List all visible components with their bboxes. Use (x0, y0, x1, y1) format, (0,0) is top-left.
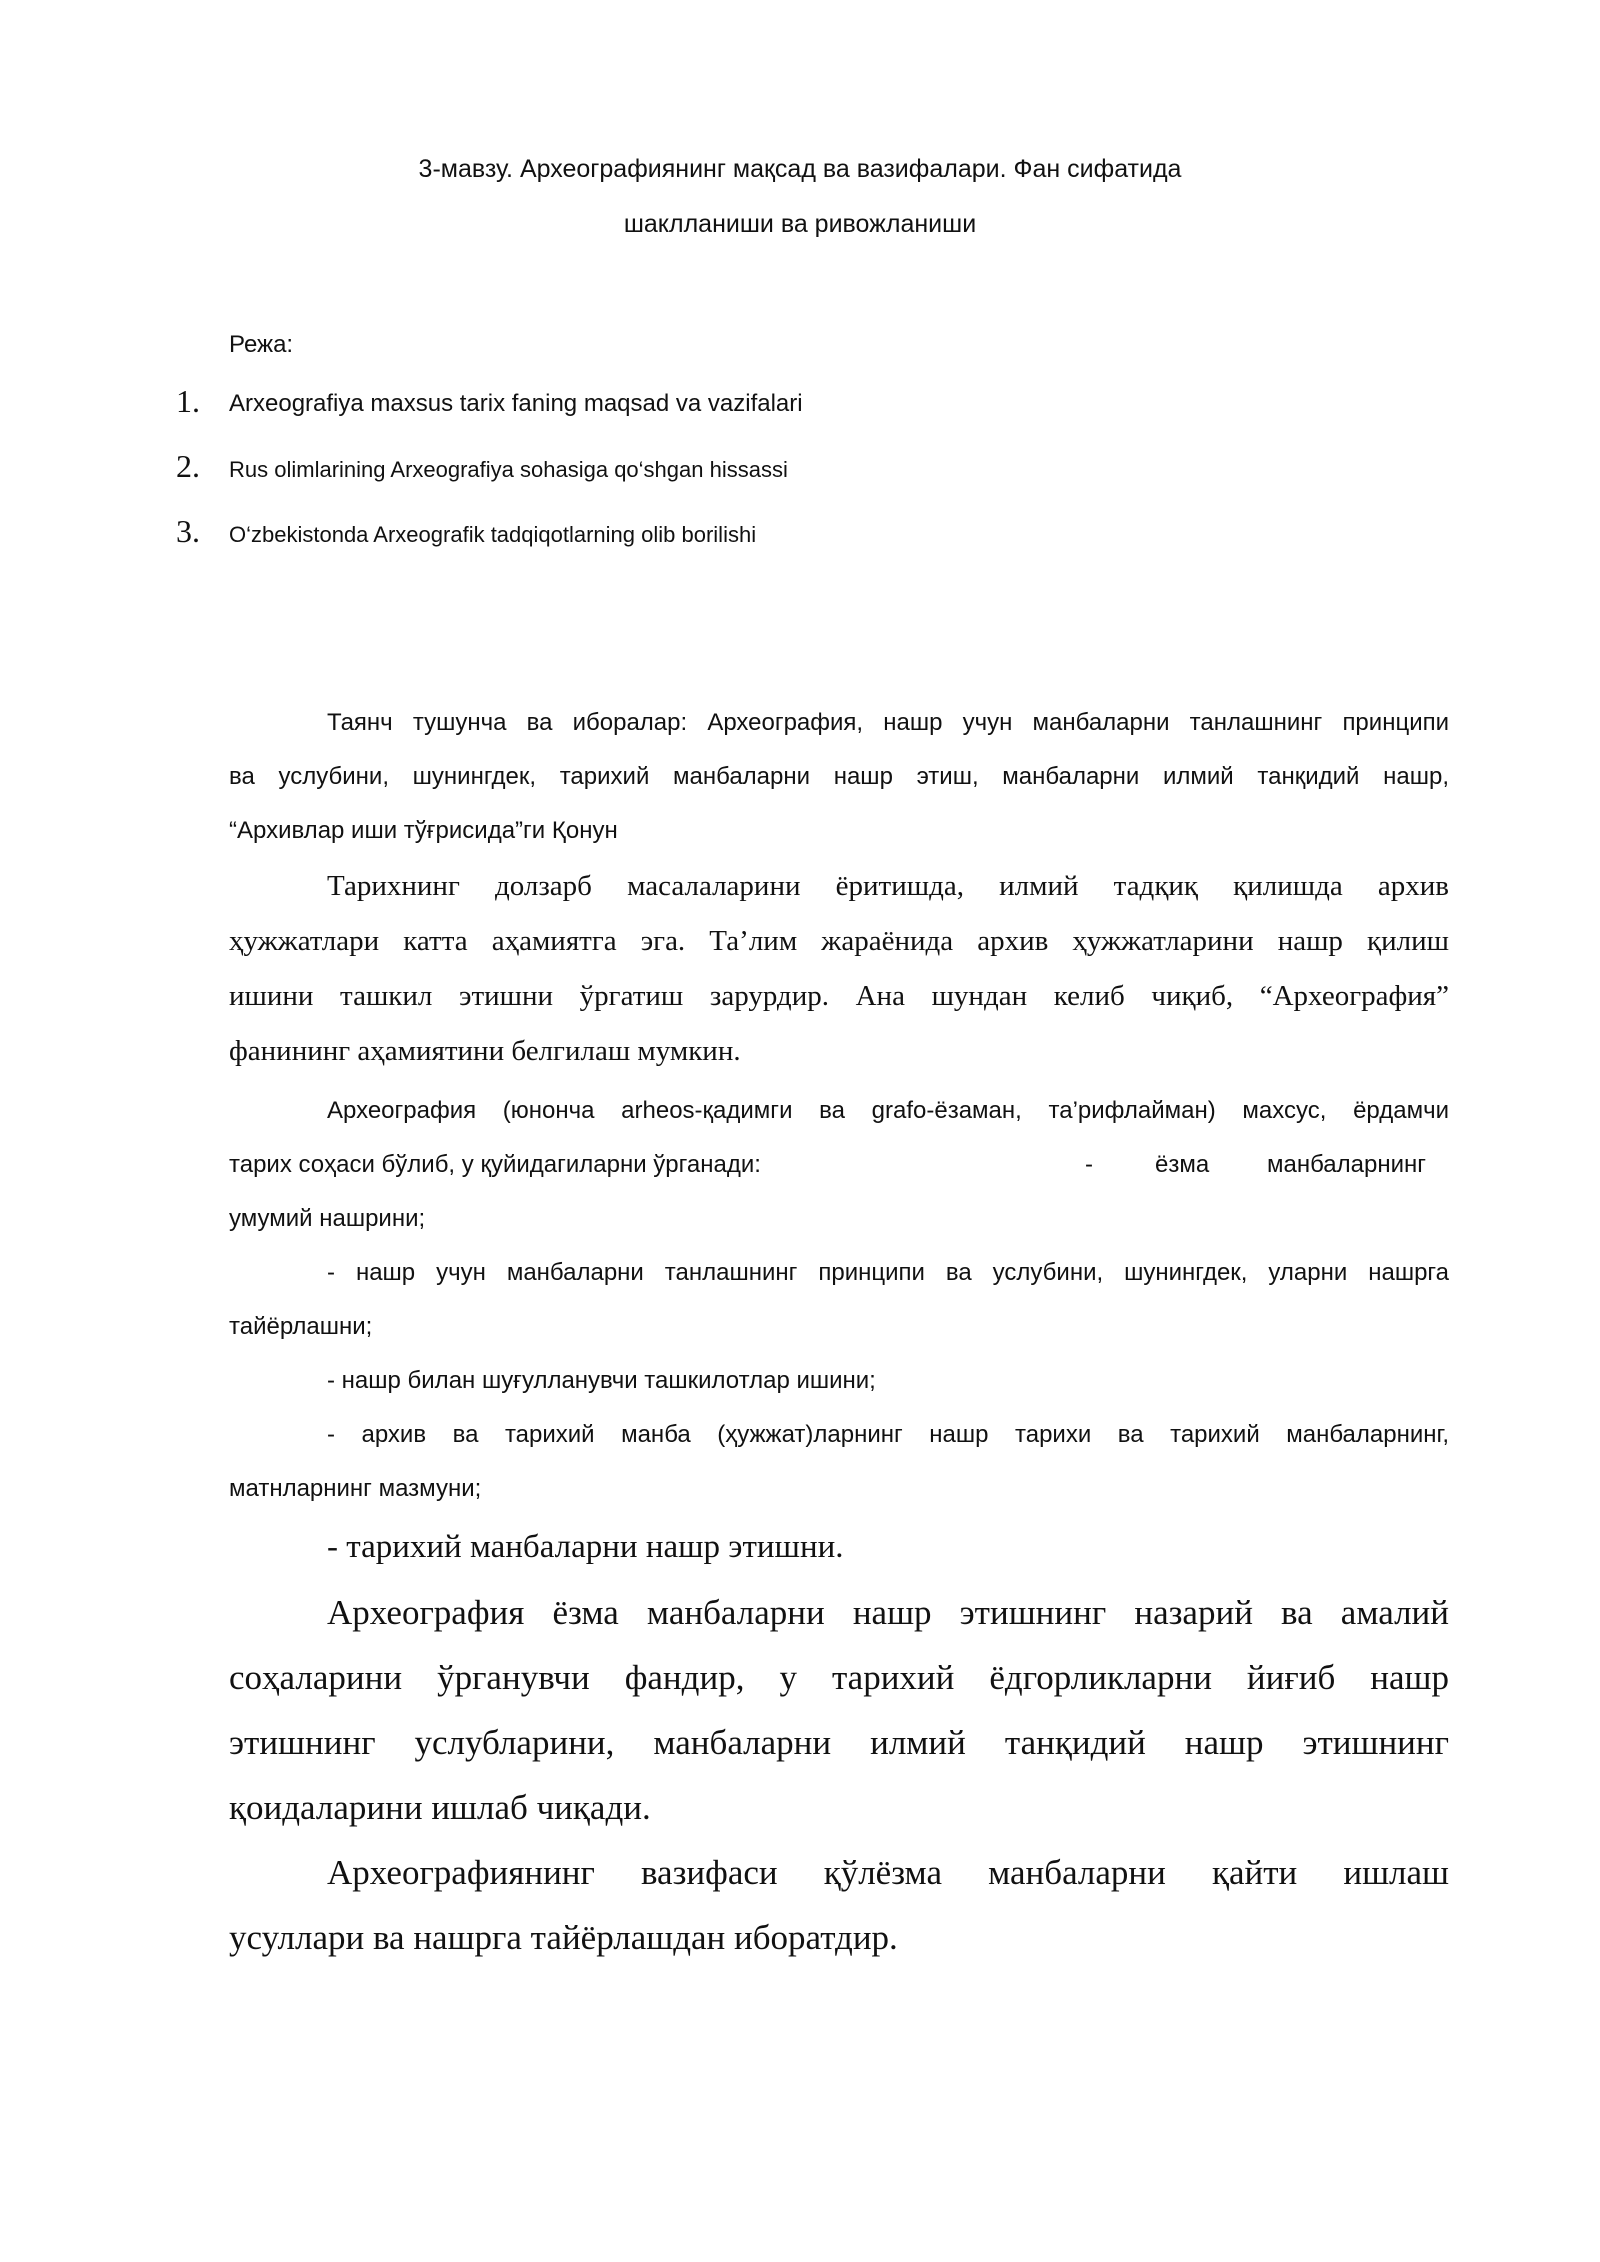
paragraph-word: манбаларнинг (1267, 1151, 1427, 1178)
paragraph-word: ёзма (1155, 1151, 1210, 1178)
bullet-item-line: - архив ва тарихий манба (ҳужжат)ларнинг нашр тарихи ва тарихий манбаларнинг, (327, 1421, 1449, 1448)
plan-item-number: 1. (176, 383, 200, 419)
paragraph-line: фанининг аҳамиятини белгилаш мумкин. (229, 1035, 741, 1067)
plan-item-text: Arxeografiya maxsus tarix faning maqsad va vazifalari (229, 390, 803, 417)
paragraph-line: умумий нашрини; (229, 1205, 426, 1232)
paragraph-line: соҳаларини ўрганувчи фандир, у тарихий ёдгорликларни йиғиб нашр (229, 1658, 1449, 1697)
paragraph-line: Археография (юнонча arheos-қадимги ва grafo-ёзаман, та’рифлайман) махсус, ёрдамчи (327, 1097, 1449, 1124)
paragraph-line: қоидаларини ишлаб чиқади. (229, 1788, 651, 1827)
plan-item-text: O‘zbekistonda Arxeografik tadqiqotlarning olib borilishi (229, 522, 757, 547)
document-title-line-2: шаклланиши ва ривожланиши (623, 210, 977, 238)
plan-item-number: 2. (176, 448, 200, 484)
bullet-item-line: - нашр учун манбаларни танлашнинг принципи ва услубини, шунингдек, уларни нашрга (327, 1259, 1449, 1286)
plan-item-text: Rus olimlarining Arxeografiya sohasiga qo‘shgan hissassi (229, 457, 788, 482)
paragraph-line: ҳужжатлари катта аҳамиятга эга. Та’лим жараёнида архив ҳужжатларини нашр қилиш (229, 925, 1449, 957)
paragraph-line: этишнинг услубларини, манбаларни илмий танқидий нашр этишнинг (229, 1723, 1449, 1762)
bullet-item-line: - нашр билан шуғулланувчи ташкилотлар ишини; (327, 1367, 876, 1394)
bullet-item-line: - тарихий манбаларни нашр этишни. (327, 1529, 844, 1565)
paragraph-line: Тарихнинг долзарб масалаларини ёритишда, илмий тадқиқ қилишда архив (327, 870, 1449, 902)
keywords-line: Таянч тушунча ва иборалар: Археография, нашр учун манбаларни танлашнинг принципи (327, 709, 1449, 736)
paragraph-dash: - (1085, 1151, 1093, 1178)
paragraph-line: Археография ёзма манбаларни нашр этишнинг назарий ва амалий (327, 1593, 1449, 1632)
document-title-line-1: 3-мавзу. Археографиянинг мақсад ва вазифалари. Фан сифатида (418, 155, 1182, 183)
bullet-item-line: тайёрлашни; (229, 1313, 373, 1340)
keywords-line: “Архивлар иши тўғрисида”ги Қонун (229, 817, 618, 844)
paragraph-line: Археографиянинг вазифаси қўлёзма манбаларни қайти ишлаш (327, 1853, 1449, 1892)
paragraph-line: ишини ташкил этишни ўргатиш зарурдир. Ана шундан келиб чиқиб, “Археография” (229, 980, 1449, 1012)
keywords-line: ва услубини, шунингдек, тарихий манбаларни нашр этиш, манбаларни илмий танқидий нашр, (229, 763, 1449, 790)
plan-heading: Режа: (229, 331, 294, 358)
paragraph-line: тарих соҳаси бўлиб, у қуйидагиларни ўрганади: (229, 1151, 761, 1178)
plan-item-number: 3. (176, 513, 200, 549)
bullet-item-line: матнларнинг мазмуни; (229, 1475, 482, 1502)
paragraph-line: усуллари ва нашрга тайёрлашдан иборатдир. (229, 1918, 898, 1957)
